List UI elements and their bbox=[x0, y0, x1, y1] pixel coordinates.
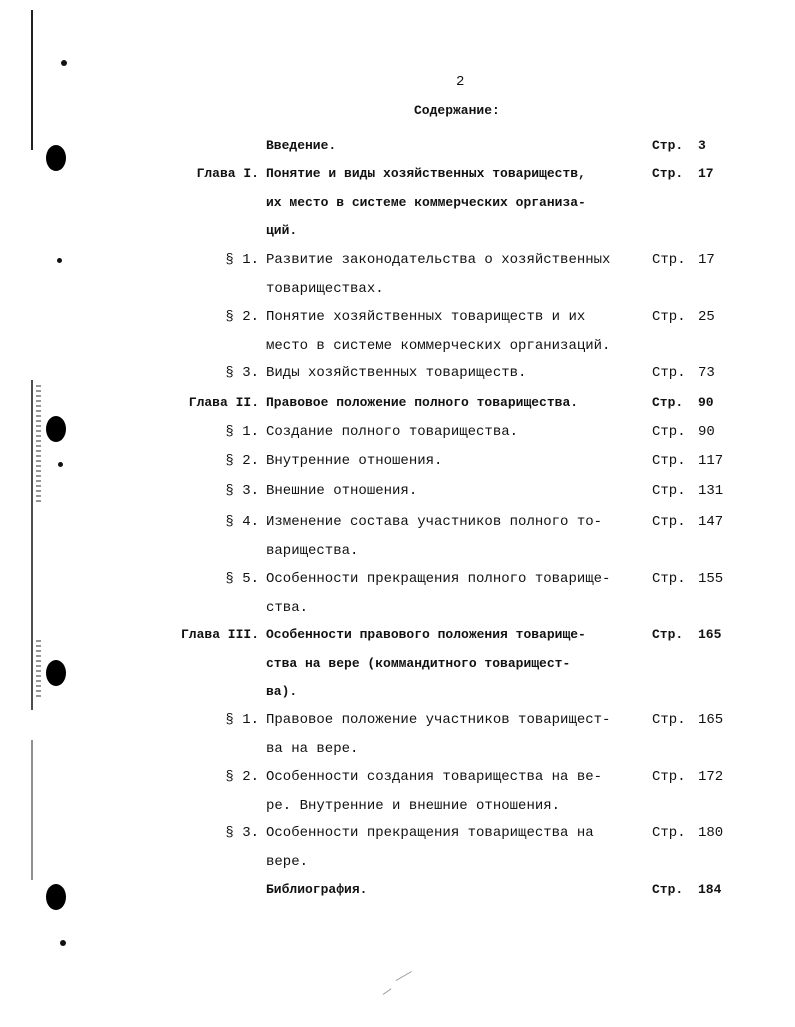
toc-entry-title-line: ва). bbox=[266, 684, 298, 699]
toc-entry-title-line: Правовое положение участников товарищест- bbox=[266, 712, 611, 728]
speck bbox=[58, 462, 63, 467]
toc-entry-title bbox=[266, 303, 641, 360]
toc-entry-title bbox=[266, 477, 641, 506]
toc-entry-page-number: 17 bbox=[698, 166, 714, 181]
toc-entry-label: § 4. bbox=[225, 514, 259, 530]
toc-entry-title bbox=[266, 565, 641, 622]
toc-entry-page-number: 17 bbox=[698, 252, 715, 268]
toc-entry-page-label: Стр. bbox=[652, 825, 686, 841]
toc-entry-title-line: Изменение состава участников полного то- bbox=[266, 514, 603, 530]
toc-entry-label: § 1. bbox=[225, 712, 259, 728]
scan-smudge bbox=[36, 385, 41, 505]
toc-entry-title bbox=[266, 418, 641, 447]
toc-entry-page-label: Стр. bbox=[652, 138, 684, 153]
toc-entry-title-line: Понятие и виды хозяйственных товариществ, bbox=[266, 166, 586, 181]
toc-entry-page-number: 73 bbox=[698, 365, 715, 381]
toc-entry-title bbox=[266, 763, 641, 820]
toc-entry-page-number: 180 bbox=[698, 825, 724, 841]
toc-entry-page-label: Стр. bbox=[652, 571, 686, 587]
toc-entry-title bbox=[266, 160, 641, 246]
toc-entry-title bbox=[266, 447, 641, 476]
toc-entry-title-line: Особенности прекращения товарищества на bbox=[266, 825, 594, 841]
toc-entry-title bbox=[266, 876, 641, 905]
toc-entry-title-line: Внешние отношения. bbox=[266, 483, 418, 499]
toc-entry-title-line: Виды хозяйственных товариществ. bbox=[266, 365, 527, 381]
toc-entry-page-label: Стр. bbox=[652, 309, 686, 325]
toc-entry-page-label: Стр. bbox=[652, 365, 686, 381]
punch-hole bbox=[46, 884, 66, 910]
toc-entry-title-line: место в системе коммерческих организаций. bbox=[266, 337, 611, 354]
toc-entry-title-line: вере. bbox=[266, 853, 309, 870]
toc-entry-title-line: варищества. bbox=[266, 542, 359, 559]
toc-entry-label: § 2. bbox=[225, 769, 259, 785]
toc-entry-title-line: Библиография. bbox=[266, 882, 368, 897]
toc-entry-title bbox=[266, 621, 641, 707]
toc-entry-page-label: Стр. bbox=[652, 453, 686, 469]
toc-entry-label: § 3. bbox=[225, 483, 259, 499]
toc-entry-page-number: 3 bbox=[698, 138, 706, 153]
punch-hole bbox=[46, 145, 66, 171]
toc-entry-title-line: Развитие законодательства о хозяйственных bbox=[266, 252, 611, 268]
toc-entry-title bbox=[266, 819, 641, 876]
toc-entry-title-line: Особенности прекращения полного товарище- bbox=[266, 571, 611, 587]
toc-entry-title bbox=[266, 246, 641, 303]
toc-entry-title bbox=[266, 706, 641, 763]
punch-hole bbox=[46, 416, 66, 442]
toc-entry-title-line: ства на вере (коммандитного товарищест- bbox=[266, 655, 571, 671]
scan-edge-line bbox=[31, 10, 33, 150]
toc-entry-page-number: 165 bbox=[698, 627, 722, 642]
toc-entry-label: § 3. bbox=[225, 825, 259, 841]
speck bbox=[61, 60, 67, 66]
toc-entry-page-label: Стр. bbox=[652, 514, 686, 530]
toc-entry-title-line: ре. Внутренние и внешние отношения. bbox=[266, 797, 561, 814]
toc-entry-page-number: 90 bbox=[698, 395, 714, 410]
toc-entry-page-label: Стр. bbox=[652, 627, 684, 642]
toc-entry-label: § 2. bbox=[225, 453, 259, 469]
toc-entry-page-number: 25 bbox=[698, 309, 715, 325]
toc-entry-title-line: товариществах. bbox=[266, 280, 384, 297]
toc-entry-page-label: Стр. bbox=[652, 769, 686, 785]
page-number: 2 bbox=[456, 74, 465, 90]
toc-entry-page-number: 172 bbox=[698, 769, 724, 785]
toc-entry-label: Глава III. bbox=[180, 627, 259, 642]
toc-entry-title bbox=[266, 132, 641, 161]
toc-entry-title-line: Понятие хозяйственных товариществ и их bbox=[266, 309, 586, 325]
toc-entry-title-line: Особенности правового положения товарище- bbox=[266, 627, 586, 642]
toc-entry-title-line: ства. bbox=[266, 599, 309, 616]
toc-entry-title bbox=[266, 508, 641, 565]
toc-entry-page-number: 165 bbox=[698, 712, 724, 728]
stray-mark bbox=[383, 988, 392, 995]
toc-entry-title bbox=[266, 359, 641, 388]
toc-entry-page-label: Стр. bbox=[652, 424, 686, 440]
toc-entry-page-number: 147 bbox=[698, 514, 724, 530]
toc-entry-page-label: Стр. bbox=[652, 166, 684, 181]
toc-entry-title-line: ций. bbox=[266, 223, 298, 238]
toc-entry-label: § 1. bbox=[225, 424, 259, 440]
speck bbox=[60, 940, 66, 946]
toc-entry-label: § 5. bbox=[225, 571, 259, 587]
punch-hole bbox=[46, 660, 66, 686]
toc-entry-page-label: Стр. bbox=[652, 483, 686, 499]
toc-entry-title-line: Создание полного товарищества. bbox=[266, 424, 519, 440]
toc-entry-title bbox=[266, 389, 641, 418]
toc-entry-page-label: Стр. bbox=[652, 712, 686, 728]
toc-entry-page-label: Стр. bbox=[652, 882, 684, 897]
toc-entry-label: Глава I. bbox=[196, 166, 259, 181]
toc-entry-label: Глава II. bbox=[188, 395, 259, 410]
toc-entry-page-label: Стр. bbox=[652, 395, 684, 410]
scan-edge-line bbox=[31, 380, 33, 710]
speck bbox=[57, 258, 62, 263]
toc-entry-page-number: 184 bbox=[698, 882, 722, 897]
toc-entry-label: § 1. bbox=[225, 252, 259, 268]
toc-entry-title-line: Введение. bbox=[266, 138, 337, 153]
scan-edge-line bbox=[31, 740, 33, 880]
scan-smudge bbox=[36, 640, 41, 700]
toc-entry-title-line: ва на вере. bbox=[266, 740, 359, 757]
toc-entry-title-line: Особенности создания товарищества на ве- bbox=[266, 769, 603, 785]
toc-title: Содержание: bbox=[414, 103, 500, 118]
toc-entry-label: § 3. bbox=[225, 365, 259, 381]
toc-entry-title-line: Внутренние отношения. bbox=[266, 453, 443, 469]
toc-entry-page-number: 131 bbox=[698, 483, 724, 499]
stray-mark bbox=[396, 971, 412, 981]
toc-entry-page-label: Стр. bbox=[652, 252, 686, 268]
toc-entry-label: § 2. bbox=[225, 309, 259, 325]
toc-entry-page-number: 155 bbox=[698, 571, 724, 587]
toc-entry-page-number: 90 bbox=[698, 424, 715, 440]
toc-entry-page-number: 117 bbox=[698, 453, 724, 469]
toc-entry-title-line: Правовое положение полного товарищества. bbox=[266, 395, 579, 410]
toc-entry-title-line: их место в системе коммерческих организа- bbox=[266, 194, 586, 210]
